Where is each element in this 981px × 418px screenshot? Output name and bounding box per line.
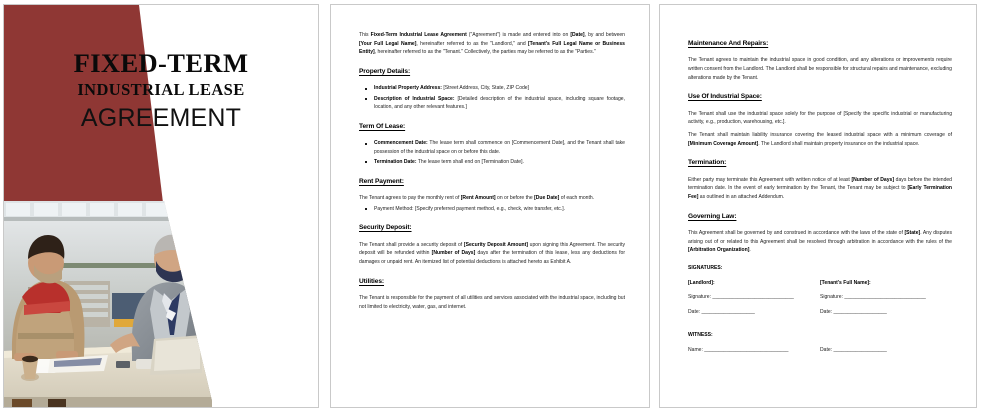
cover-title-block bbox=[4, 49, 318, 134]
witness-block bbox=[688, 346, 952, 361]
bullet-label: Termination Date: bbox=[374, 159, 417, 166]
deposit-bold-amount: [Security Deposit Amount] bbox=[463, 241, 528, 248]
rent-bold-due-date: [Due Date] bbox=[534, 195, 560, 202]
property-details-list bbox=[359, 84, 625, 112]
bullet-text: The lease term shall commence on [Commencement Date], and the Tenant shall take possession of the industrial space on or before this date. bbox=[374, 140, 625, 155]
security-deposit-paragraph bbox=[359, 241, 625, 267]
termination-post: as outlined in an attached Addendum. bbox=[698, 194, 785, 201]
termination-pre: Either party may terminate this Agreement with written notice of at least bbox=[688, 176, 852, 183]
rent-mid: on or before the bbox=[495, 195, 535, 202]
heading-maintenance-and-repairs: Maintenance And Repairs: bbox=[688, 40, 769, 47]
signatures-heading: SIGNATURES: bbox=[688, 265, 723, 272]
use-of-space-paragraph-2 bbox=[688, 131, 952, 148]
intro-paragraph bbox=[359, 31, 625, 57]
list-item bbox=[372, 139, 625, 156]
heading-security-deposit: Security Deposit: bbox=[359, 224, 412, 232]
document-page-1-cover[interactable] bbox=[3, 4, 319, 408]
bullet-label: Description of Industrial Space: bbox=[374, 95, 455, 102]
insurance-post: . The Landlord shall maintain property insurance on the industrial space. bbox=[758, 140, 920, 147]
rent-payment-paragraph bbox=[359, 194, 625, 203]
use-of-space-paragraph-1: The Tenant shall use the industrial space solely for the purpose of [Specify the specific industrial or manufacturing activity, e.g., production, warehousing, etc.]. bbox=[688, 110, 952, 126]
bullet-text: [Street Address, City, State, ZIP Code] bbox=[441, 85, 530, 92]
intro-bold-date: [Date] bbox=[570, 32, 585, 38]
document-page-3[interactable] bbox=[659, 4, 977, 408]
signature-column-tenant bbox=[820, 279, 952, 323]
heading-use-of-industrial-space: Use Of Industrial Space: bbox=[688, 93, 762, 101]
intro-post: , hereinafter referred to as the "Tenant." Collectively, the parties may be referred to as the "Parties." bbox=[374, 49, 596, 56]
rent-bold-amount: [Rent Amount] bbox=[460, 195, 496, 202]
deposit-bold-days: [Number of Days] bbox=[431, 250, 476, 257]
intro-bold-agreement-name: Fixed-Term Industrial Lease Agreement bbox=[370, 32, 467, 38]
term-of-lease-list bbox=[359, 139, 625, 167]
rent-payment-list bbox=[359, 205, 625, 214]
insurance-pre: The Tenant shall maintain liability insurance covering the leased industrial space with a minimum coverage of bbox=[688, 132, 952, 139]
deposit-pre: The Tenant shall provide a security deposit of bbox=[359, 241, 464, 248]
list-item: Payment Method: [Specify preferred payment method, e.g., check, wire transfer, etc.]. bbox=[372, 205, 625, 214]
law-pre: This Agreement shall be governed by and construed in accordance with the laws of the state of bbox=[688, 230, 905, 237]
landlord-date-line[interactable]: Date: ___________________ bbox=[688, 309, 755, 316]
page-3-body bbox=[688, 38, 952, 361]
intro-mid-2: , by and between bbox=[584, 32, 625, 38]
heading-utilities: Utilities: bbox=[359, 277, 385, 285]
witness-column-date bbox=[820, 346, 952, 361]
witness-name-line[interactable]: Name: ______________________________ bbox=[688, 347, 789, 354]
list-item bbox=[372, 95, 625, 112]
signature-column-landlord bbox=[688, 279, 820, 323]
document-page-2[interactable] bbox=[330, 4, 650, 408]
signature-block bbox=[688, 279, 952, 323]
bullet-text: The lease term shall end on [Termination Date]. bbox=[416, 159, 524, 166]
governing-law-paragraph bbox=[688, 229, 952, 255]
tenant-signature-line[interactable]: Signature: _____________________________ bbox=[820, 294, 926, 301]
bullet-text: [Detailed description of the industrial space, including square footage, location, and any other relevant features.] bbox=[374, 95, 625, 111]
cover-title-line-3: AGREEMENT bbox=[80, 103, 242, 132]
bullet-label: Industrial Property Address: bbox=[374, 85, 442, 92]
bullet-label: Commencement Date: bbox=[374, 140, 428, 147]
cover-title-line-2: INDUSTRIAL LEASE bbox=[77, 79, 245, 99]
termination-bold-days: [Number of Days] bbox=[851, 176, 895, 183]
law-bold-arbitration: [Arbitration Organization] bbox=[688, 247, 750, 254]
deposit-post: days after the termination of this lease, less any deductions for damages or unpaid rent. An itemized list of potential deductions is attached hereto as Exhibit A. bbox=[359, 250, 626, 266]
tenant-date-line[interactable]: Date: ___________________ bbox=[820, 309, 887, 316]
intro-mid-3: , hereinafter referred to as the "Landlord," and bbox=[416, 40, 528, 47]
maintenance-paragraph: The Tenant agrees to maintain the industrial space in good condition, and any alterations or improvements require written consent from the Landlord. The Landlord shall be responsible for structural repairs and maintenance, excluding alterations made by the Tenant. bbox=[688, 57, 952, 81]
cover-title-line-1: FIXED-TERM bbox=[73, 48, 249, 78]
witness-heading: WITNESS: bbox=[688, 331, 713, 338]
intro-bold-tenant-name: [Tenant's Full Legal Name or Business Entity] bbox=[359, 40, 625, 56]
termination-mid: days before the intended termination date. In the event of early termination by the Tenant, the Tenant may be subject to bbox=[688, 176, 952, 192]
heading-governing-law: Governing Law: bbox=[688, 212, 737, 220]
intro-pre: This bbox=[359, 32, 371, 38]
tenant-label: [Tenant's Full Name]: bbox=[820, 279, 871, 286]
cover-photo bbox=[4, 201, 214, 408]
rent-post: of each month. bbox=[559, 195, 595, 202]
rent-pre: The Tenant agrees to pay the monthly rent of bbox=[359, 195, 461, 202]
heading-termination: Termination: bbox=[688, 159, 727, 167]
witness-column-name bbox=[688, 346, 820, 361]
insurance-bold-coverage: [Minimum Coverage Amount] bbox=[688, 140, 759, 147]
termination-paragraph bbox=[688, 176, 952, 202]
page-2-body bbox=[359, 31, 625, 315]
termination-bold-fee: [Early Termination Fee] bbox=[688, 185, 952, 201]
witness-date-line[interactable]: Date: ___________________ bbox=[820, 347, 887, 354]
law-mid: . Any disputes arising out of or related to this Agreement shall be resolved through arbitration in accordance with the rules of the bbox=[688, 230, 952, 245]
intro-mid-1: ("Agreement") is made and entered into on bbox=[466, 32, 571, 38]
intro-bold-landlord-name: [Your Full Legal Name] bbox=[359, 40, 417, 47]
heading-property-details: Property Details: bbox=[359, 68, 411, 76]
utilities-paragraph: The Tenant is responsible for the payment of all utilities and services associated with the industrial space, including but not limited to electricity, water, gas, and internet. bbox=[359, 295, 625, 310]
landlord-signature-line[interactable]: Signature: _____________________________ bbox=[688, 294, 794, 301]
list-item bbox=[372, 84, 625, 93]
list-item bbox=[372, 158, 625, 167]
law-bold-state: [State] bbox=[904, 230, 921, 237]
deposit-mid: upon signing this Agreement. The security deposit will be refunded within bbox=[359, 241, 626, 257]
heading-term-of-lease: Term Of Lease: bbox=[359, 122, 406, 130]
law-post: . bbox=[749, 247, 751, 254]
heading-rent-payment: Rent Payment: bbox=[359, 177, 404, 185]
landlord-label: [Landlord]: bbox=[688, 279, 715, 286]
